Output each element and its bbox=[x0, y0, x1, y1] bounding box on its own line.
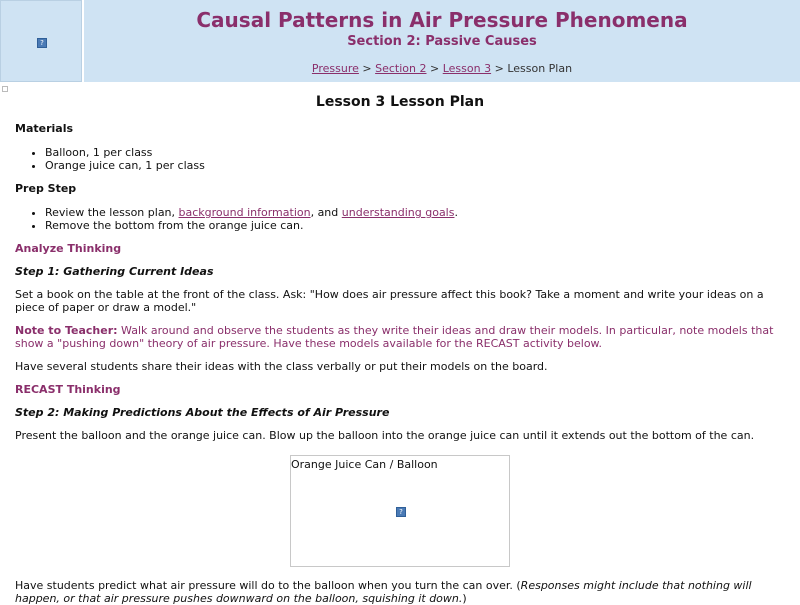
breadcrumb-pressure-link[interactable]: Pressure bbox=[311, 62, 359, 75]
list-item: • Balloon, 1 per class bbox=[45, 146, 785, 159]
prediction-end: ) bbox=[462, 592, 467, 605]
teacher-note-text: Walk around and observe the students as they write their ideas and draw their models. In particular, note models that show a "pushing down" theory of air pressure. Have these models available for the RECAST activity below. bbox=[15, 324, 774, 350]
corner-marker bbox=[2, 86, 8, 92]
prep-text: Review the lesson plan, bbox=[45, 206, 179, 219]
breadcrumb-current: Lesson Plan bbox=[507, 62, 573, 75]
materials-heading: Materials bbox=[15, 122, 74, 135]
breadcrumb-separator: > bbox=[491, 62, 508, 75]
prediction-paragraph bbox=[15, 579, 785, 605]
lesson-content bbox=[15, 122, 785, 442]
breadcrumb-separator: > bbox=[426, 62, 443, 75]
analyze-paragraph: Set a book on the table at the front of the class. Ask: "How does air pressure affect this book? Take a moment and write your ideas on a piece of paper or draw a model." bbox=[15, 288, 764, 314]
prep-text: . bbox=[454, 206, 458, 219]
list-item bbox=[45, 206, 785, 219]
site-subtitle: Section 2: Passive Causes bbox=[347, 34, 537, 49]
prep-text: , and bbox=[310, 206, 342, 219]
teacher-note bbox=[15, 324, 785, 350]
share-paragraph: Have several students share their ideas with the class verbally or put their models on the board. bbox=[15, 360, 548, 373]
recast-heading: RECAST Thinking bbox=[15, 383, 121, 396]
recast-paragraph: Present the balloon and the orange juice can. Blow up the balloon into the orange juice can until it extends out the bottom of the can. bbox=[15, 429, 755, 442]
analyze-heading: Analyze Thinking bbox=[15, 242, 122, 255]
step1-heading: Step 1: Gathering Current Ideas bbox=[15, 265, 214, 278]
breadcrumb-section-link[interactable]: Section 2 bbox=[375, 62, 427, 75]
background-information-link[interactable]: background information bbox=[178, 206, 311, 219]
site-title: Causal Patterns in Air Pressure Phenomena bbox=[196, 8, 688, 32]
list-item: • Orange juice can, 1 per class bbox=[45, 159, 785, 172]
step2-heading: Step 2: Making Predictions About the Effects of Air Pressure bbox=[15, 406, 390, 419]
header-logo-box bbox=[0, 0, 82, 82]
breadcrumb bbox=[84, 62, 800, 75]
prediction-text: Have students predict what air pressure will do to the balloon when you turn the can over. ( bbox=[15, 579, 521, 592]
prep-heading: Prep Step bbox=[15, 182, 77, 195]
breadcrumb-lesson-link[interactable]: Lesson 3 bbox=[442, 62, 492, 75]
figure-caption: Orange Juice Can / Balloon bbox=[291, 458, 438, 471]
broken-image-icon: ? bbox=[396, 507, 406, 517]
prediction-responses: Responses might include that nothing will happen, or that air pressure pushes downward on the balloon, squishing it down. bbox=[15, 579, 752, 605]
materials-list bbox=[15, 146, 785, 172]
breadcrumb-separator: > bbox=[358, 62, 376, 75]
prep-list bbox=[15, 206, 785, 232]
understanding-goals-link[interactable]: understanding goals bbox=[341, 206, 455, 219]
teacher-note-label: Note to Teacher: bbox=[15, 324, 118, 337]
list-item: • Remove the bottom from the orange juice can. bbox=[45, 219, 785, 232]
figure-box bbox=[290, 455, 510, 567]
broken-image-icon: ? bbox=[37, 38, 47, 48]
page-title: Lesson 3 Lesson Plan bbox=[315, 94, 485, 110]
